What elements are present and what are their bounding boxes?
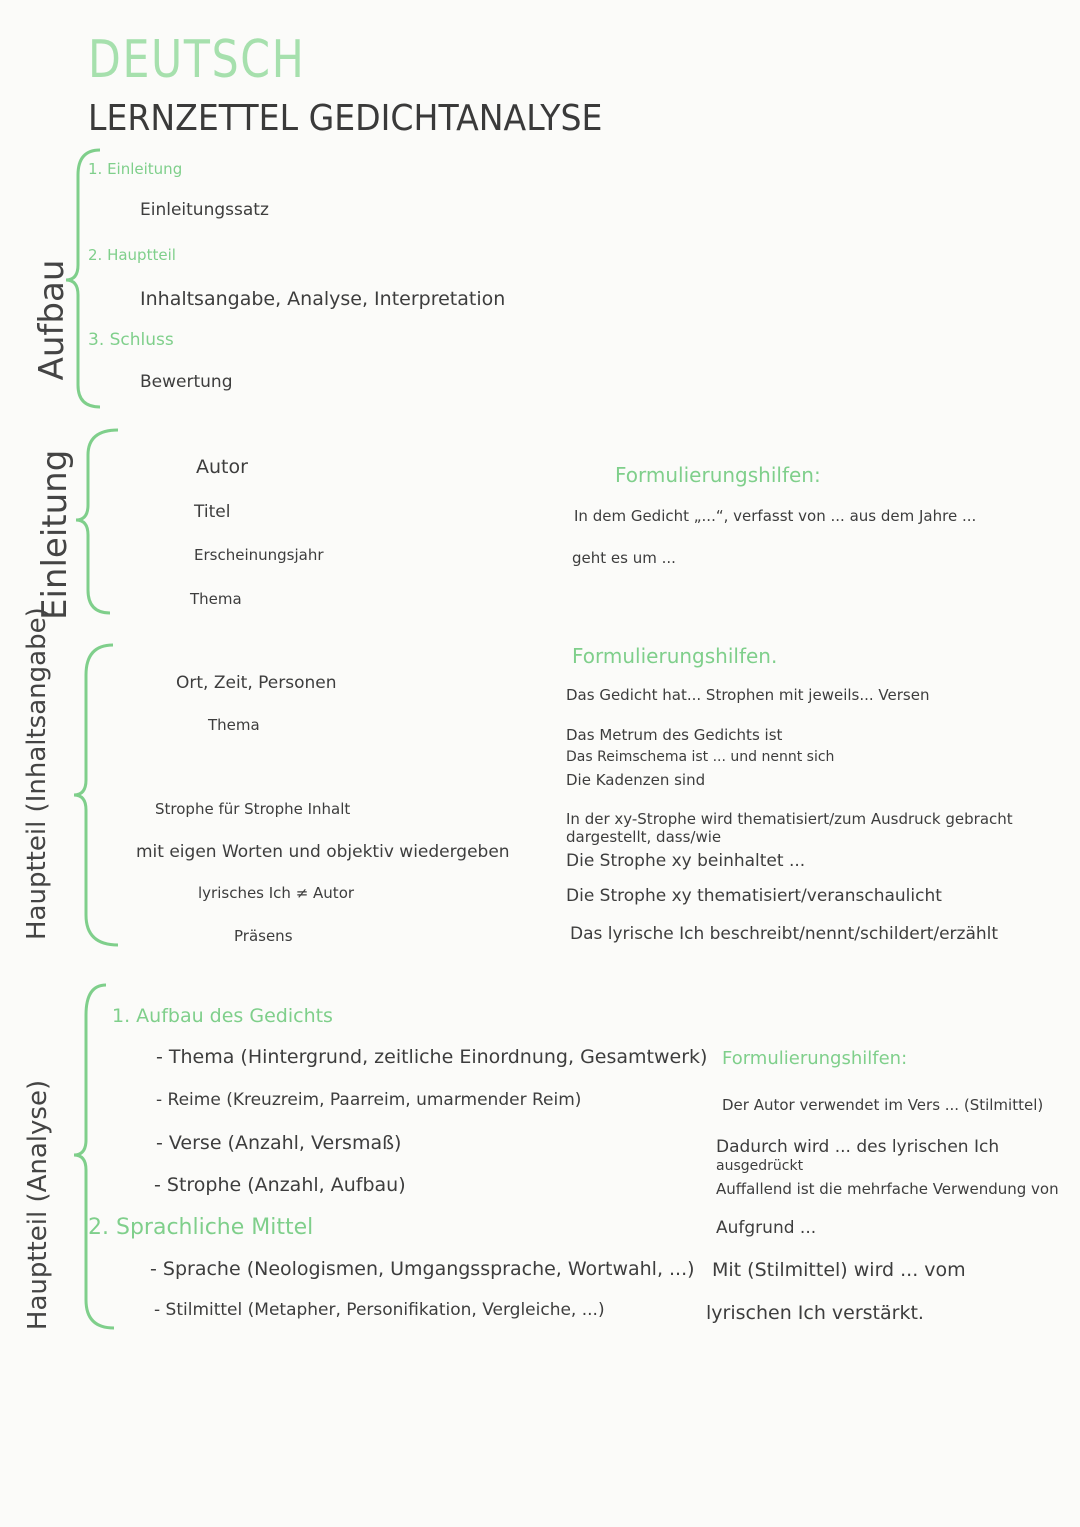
aufbau-text-3: Bewertung (140, 372, 233, 392)
inhalt-item-4: mit eigen Worten und objektiv wiedergeben (136, 842, 510, 862)
analyse-hilfe-3: ausgedrückt (716, 1158, 804, 1174)
einleitung-hilfe-1: In dem Gedicht „...“, verfasst von ... aus dem Jahre ... (574, 507, 977, 525)
analyse-hilfe-1: Der Autor verwendet im Vers ... (Stilmittel) (722, 1096, 1044, 1114)
inhalt-item-6: Präsens (234, 927, 293, 945)
inhalt-hilfe-1: Das Gedicht hat... Strophen mit jeweils... Versen (566, 686, 930, 704)
inhalt-hilfen-title: Formulierungshilfen. (572, 644, 778, 668)
einleitung-hilfe-2: geht es um ... (572, 549, 676, 567)
einleitung-brace (70, 425, 125, 620)
aufbau-heading-3: 3. Schluss (88, 330, 174, 350)
analyse-brace (68, 980, 128, 1340)
analyse-hilfen-title: Formulierungshilfen: (722, 1048, 908, 1069)
analyse-hilfe-7: lyrischen Ich verstärkt. (706, 1302, 924, 1324)
einleitung-item-jahr: Erscheinungsjahr (194, 546, 324, 564)
inhalt-item-3: Strophe für Strophe Inhalt (155, 800, 351, 818)
aufbau-heading-1: 1. Einleitung (88, 160, 183, 178)
einleitung-item-autor: Autor (196, 456, 248, 478)
inhalt-item-2: Thema (208, 716, 260, 734)
inhalt-hilfe-7: Die Strophe xy beinhaltet ... (566, 851, 806, 871)
analyse-item1-4: - Strophe (Anzahl, Aufbau) (154, 1174, 406, 1196)
analyse-hilfe-5: Aufgrund ... (716, 1218, 817, 1238)
inhalt-item-5: lyrisches Ich ≠ Autor (198, 884, 355, 902)
einleitung-hilfen-title: Formulierungshilfen: (615, 463, 821, 487)
analyse-item2-2: - Stilmittel (Metapher, Personifikation, Vergleiche, ...) (154, 1300, 605, 1320)
inhalt-hilfe-8: Die Strophe xy thematisiert/veranschaulicht (566, 886, 942, 906)
inhalt-item-1: Ort, Zeit, Personen (176, 673, 337, 693)
analyse-item2-1: - Sprache (Neologismen, Umgangssprache, Wortwahl, ...) (150, 1258, 695, 1280)
analyse-section-2: 2. Sprachliche Mittel (88, 1215, 314, 1240)
inhalt-hilfe-2: Das Metrum des Gedichts ist (566, 726, 783, 744)
inhalt-hilfe-4: Die Kadenzen sind (566, 771, 706, 789)
aufbau-heading-2: 2. Hauptteil (88, 246, 176, 264)
analyse-item1-3: - Verse (Anzahl, Versmaß) (156, 1132, 402, 1154)
inhaltsangabe-brace (68, 640, 128, 955)
analyse-hilfe-2: Dadurch wird ... des lyrischen Ich (716, 1137, 1000, 1157)
inhalt-hilfe-9: Das lyrische Ich beschreibt/nennt/schildert/erzählt (570, 924, 999, 944)
analyse-hilfe-6: Mit (Stilmittel) wird ... vom (712, 1259, 966, 1281)
einleitung-item-titel: Titel (194, 502, 231, 522)
page-title: LERNZETTEL GEDICHTANALYSE (88, 98, 603, 139)
inhalt-hilfe-5: In der xy-Strophe wird thematisiert/zum Ausdruck gebracht (566, 810, 1013, 828)
inhaltsangabe-label: Hauptteil (Inhaltsangabe) (22, 607, 52, 940)
inhalt-hilfe-3: Das Reimschema ist ... und nennt sich (566, 749, 835, 765)
analyse-section-1: 1. Aufbau des Gedichts (112, 1005, 333, 1027)
einleitung-item-thema: Thema (190, 590, 242, 608)
aufbau-label: Aufbau (32, 259, 72, 381)
aufbau-text-2: Inhaltsangabe, Analyse, Interpretation (140, 288, 506, 310)
inhalt-hilfe-6: dargestellt, dass/wie (566, 828, 722, 846)
analyse-hilfe-4: Auffallend ist die mehrfache Verwendung von (716, 1180, 1059, 1198)
subject-title: DEUTSCH (88, 30, 306, 90)
aufbau-text-1: Einleitungssatz (140, 200, 269, 220)
analyse-label: Hauptteil (Analyse) (23, 1079, 53, 1331)
analyse-item1-2: - Reime (Kreuzreim, Paarreim, umarmender Reim) (156, 1090, 582, 1110)
einleitung-label: Einleitung (35, 449, 75, 620)
analyse-item1-1: - Thema (Hintergrund, zeitliche Einordnung, Gesamtwerk) (156, 1046, 708, 1068)
